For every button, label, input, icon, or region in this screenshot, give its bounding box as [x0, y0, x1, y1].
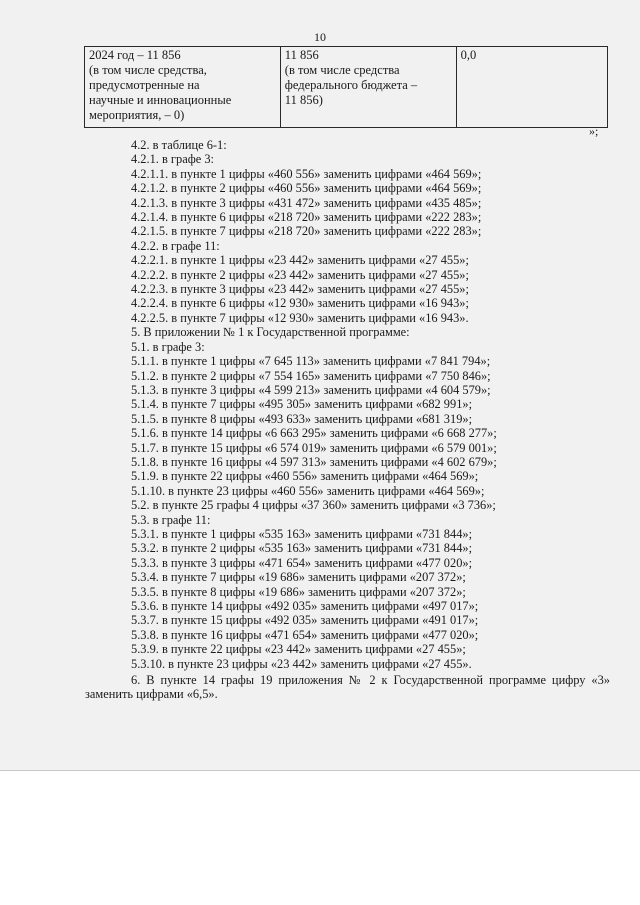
- amendment-line: 5.2. в пункте 25 графы 4 цифры «37 360» заменить цифрами «3 736»;: [131, 498, 496, 513]
- amendment-line: 5.1.7. в пункте 15 цифры «6 574 019» заменить цифрами «6 579 001»;: [131, 440, 497, 455]
- amendment-line: 4.2.2.5. в пункте 7 цифры «12 930» заменить цифрами «16 943».: [131, 310, 469, 325]
- cell-text: 11 856): [284, 93, 323, 107]
- amendment-line: 4.2.1.2. в пункте 2 цифры «460 556» заменить цифрами «464 569»;: [131, 181, 482, 196]
- amendment-line: 5. В приложении № 1 к Государственной программе:: [131, 325, 410, 340]
- cell-text: 0,0: [460, 48, 477, 62]
- cell-text: (в том числе средства: [284, 63, 400, 77]
- amendment-line: 5.3.10. в пункте 23 цифры «23 442» заменить цифрами «27 455».: [131, 656, 472, 671]
- amendment-line: 4.2.1.5. в пункте 7 цифры «218 720» заменить цифрами «222 283»;: [131, 224, 482, 239]
- table-cell-federal: [280, 47, 456, 128]
- amendment-line: 5.3.7. в пункте 15 цифры «492 035» заменить цифрами «491 017»;: [131, 613, 479, 628]
- amendment-line: 5.1.1. в пункте 1 цифры «7 645 113» заменить цифрами «7 841 794»;: [131, 354, 491, 369]
- cell-text: мероприятия, – 0): [89, 108, 185, 122]
- amendment-text: [85, 138, 610, 702]
- amendment-line: 5.1.10. в пункте 23 цифры «460 556» заменить цифрами «464 569»;: [131, 483, 485, 498]
- amendment-line: 4.2.1.4. в пункте 6 цифры «218 720» заменить цифрами «222 283»;: [131, 210, 482, 225]
- amendment-line: 5.3.3. в пункте 3 цифры «471 654» заменить цифрами «477 020»;: [131, 555, 473, 570]
- cell-text: предусмотренные на: [89, 78, 200, 92]
- budget-table: [84, 46, 608, 128]
- cell-text: научные и инновационные: [89, 93, 232, 107]
- final-paragraph: 6. В пункте 14 графы 19 приложения № 2 к Государственной программе цифру «3» заменить цифрами «6,5».: [85, 673, 610, 702]
- amendment-line: 5.3.1. в пункте 1 цифры «535 163» заменить цифрами «731 844»;: [131, 526, 473, 541]
- cell-text: (в том числе средства,: [89, 63, 207, 77]
- amendment-line: 4.2. в таблице 6-1:: [131, 138, 227, 152]
- amendment-line: 5.1.2. в пункте 2 цифры «7 554 165» заменить цифрами «7 750 846»;: [131, 368, 491, 383]
- amendment-line: 5.1.8. в пункте 16 цифры «4 597 313» заменить цифрами «4 602 679»;: [131, 454, 497, 469]
- amendment-line: 5.1.6. в пункте 14 цифры «6 663 295» заменить цифрами «6 668 277»;: [131, 426, 497, 441]
- amendment-line: 4.2.2.4. в пункте 6 цифры «12 930» заменить цифрами «16 943»;: [131, 296, 469, 311]
- amendment-line: 5.3.6. в пункте 14 цифры «492 035» заменить цифрами «497 017»;: [131, 599, 479, 613]
- amendment-list: [85, 138, 610, 671]
- amendment-line: 4.2.2.2. в пункте 2 цифры «23 442» заменить цифрами «27 455»;: [131, 267, 469, 282]
- amendment-line: 4.2.2.1. в пункте 1 цифры «23 442» заменить цифрами «27 455»;: [131, 253, 469, 268]
- amendment-line: 5.3.4. в пункте 7 цифры «19 686» заменить цифрами «207 372»;: [131, 570, 466, 585]
- amendment-line: 5.1.9. в пункте 22 цифры «460 556» заменить цифрами «464 569»;: [131, 469, 479, 484]
- amendment-line: 5.3. в графе 11:: [131, 512, 211, 527]
- table-cell-year: [85, 47, 281, 128]
- amendment-line: 4.2.1.1. в пункте 1 цифры «460 556» заменить цифрами «464 569»;: [131, 166, 482, 181]
- amendment-line: 5.1.4. в пункте 7 цифры «495 305» заменить цифрами «682 991»;: [131, 397, 473, 412]
- amendment-line: 5.3.8. в пункте 16 цифры «471 654» заменить цифрами «477 020»;: [131, 627, 479, 642]
- amendment-line: 5.1. в графе 3:: [131, 339, 205, 354]
- amendment-line: 5.1.5. в пункте 8 цифры «493 633» заменить цифрами «681 319»;: [131, 411, 473, 426]
- page-number: 10: [314, 30, 326, 44]
- table-cell-other: [456, 47, 607, 128]
- amendment-line: 4.2.1. в графе 3:: [131, 152, 214, 167]
- amendment-line: 4.2.2. в графе 11:: [131, 238, 220, 253]
- table-row: [85, 47, 608, 128]
- amendment-line: 5.3.9. в пункте 22 цифры «23 442» заменить цифрами «27 455»;: [131, 642, 466, 657]
- amendment-line: 5.1.3. в пункте 3 цифры «4 599 213» заменить цифрами «4 604 579»;: [131, 382, 491, 397]
- amendment-line: 4.2.2.3. в пункте 3 цифры «23 442» заменить цифрами «27 455»;: [131, 282, 469, 297]
- cell-text: 11 856: [284, 48, 319, 62]
- cell-text: 2024 год – 11 856: [89, 48, 181, 62]
- amendment-line: 4.2.1.3. в пункте 3 цифры «431 472» заменить цифрами «435 485»;: [131, 195, 482, 210]
- table-end-mark: »;: [589, 124, 599, 138]
- amendment-line: 5.3.5. в пункте 8 цифры «19 686» заменить цифрами «207 372»;: [131, 584, 466, 599]
- amendment-line: 5.3.2. в пункте 2 цифры «535 163» заменить цифрами «731 844»;: [131, 541, 473, 556]
- cell-text: федерального бюджета –: [284, 78, 418, 92]
